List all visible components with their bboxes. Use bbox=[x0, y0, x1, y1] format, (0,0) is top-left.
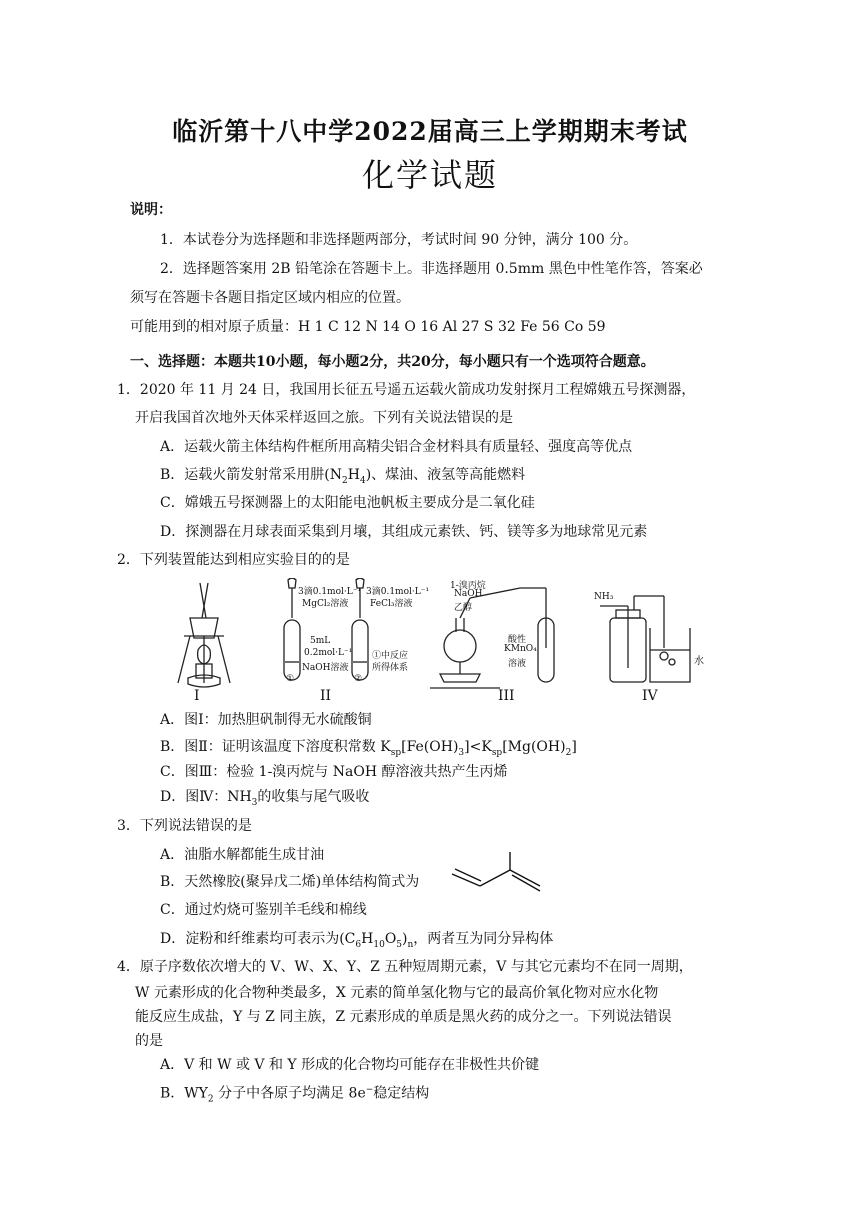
q4-stem-line-3: 能反应生成盐，Y 与 Z 同主族，Z 元素形成的单质是黑火药的成分之一。下列说法错误 bbox=[135, 1009, 672, 1025]
q2-stem: 2．下列装置能达到相应实验目的的是 bbox=[117, 552, 350, 568]
fig2-tube-number-1: ① bbox=[286, 674, 295, 684]
q4-stem-line-4: 的是 bbox=[135, 1033, 163, 1049]
fig3-reagent-line-3: 乙醇 bbox=[454, 603, 473, 613]
q2-option-c: C．图Ⅲ：检验 1-溴丙烷与 NaOH 醇溶液共热产生丙烯 bbox=[160, 764, 508, 780]
q3-option-d: D．淀粉和纤维素均可表示为$(C_6H_{10}O_5)_n$，两者互为同分异构体 bbox=[160, 931, 554, 950]
fig4-water-label: 水 bbox=[694, 656, 704, 667]
q4-stem-line-1: 4．原子序数依次增大的 V、W、X、Y、Z 五种短周期元素，V 与其它元素均不在同一周期， bbox=[117, 959, 693, 975]
instructions-heading: 说明： bbox=[130, 202, 172, 218]
fig3-reagent-line-1: 1-溴丙烷 bbox=[450, 581, 486, 591]
section-1-heading: 一、选择题：本题共10小题，每小题2分，共20分，每小题只有一个选项符合题意。 bbox=[130, 354, 655, 370]
q1-stem-line-1: 1．2020 年 11 月 24 日，我国用长征五号遥五运载火箭成功发射探月工程嫦娥五号探测器， bbox=[117, 382, 696, 398]
exam-subtitle: 化学试题 bbox=[361, 156, 498, 194]
instruction-item-2-line-1: 2．选择题答案用 2B 铅笔涂在答题卡上。非选择题用 0.5mm 黑色中性笔作答，答案必 bbox=[160, 261, 703, 277]
q4-stem-line-2: W 元素形成的化合物种类最多，X 元素的简单氢化物与它的最高价氧化物对应水化物 bbox=[135, 985, 659, 1001]
atomic-masses: 可能用到的相对原子质量：H 1 C 12 N 14 O 16 Al 27 S 32 Fe 56 Co 59 bbox=[130, 319, 606, 335]
fig2-bottom-line-2: 0.2mol·L⁻¹ bbox=[304, 648, 353, 658]
fig3-reagent-line-2: NaOH bbox=[454, 589, 483, 599]
q1-option-b: B．运载火箭发射常采用肼$(N_2H_4)$、煤油、液氢等高能燃料 bbox=[160, 467, 526, 486]
fig2-tube1-reagent: MgCl₂溶液 bbox=[302, 599, 349, 609]
fig4-gas-label: NH₃ bbox=[594, 592, 614, 602]
q2-option-b: B．图Ⅱ：证明该温度下溶度积常数 $K_{sp}[Fe(OH)_3]<K_{sp}[Mg(OH)_2]$ bbox=[160, 739, 577, 758]
q2-option-a: A．图Ⅰ：加热胆矾制得无水硫酸铜 bbox=[160, 712, 372, 728]
figure-label-1: I bbox=[194, 688, 200, 704]
figure-label-4: IV bbox=[642, 688, 658, 704]
fig3-right-line-3: 溶液 bbox=[508, 659, 527, 669]
q1-option-d: D．探测器在月球表面采集到月壤，其组成元素铁、钙、镁等多为地球常见元素 bbox=[160, 524, 648, 540]
fig2-tube2-top: 3滴0.1mol·L⁻¹ bbox=[366, 587, 430, 597]
fig2-tube1-top: 3滴0.1mol·L⁻¹ bbox=[298, 587, 362, 597]
apparatus-diagram bbox=[160, 578, 720, 706]
figure-label-2: II bbox=[320, 688, 332, 704]
q1-stem-line-2: 开启我国首次地外天体采样返回之旅。下列有关说法错误的是 bbox=[135, 410, 513, 426]
fig2-tube-number-2: ② bbox=[354, 674, 363, 684]
q3-option-c: C．通过灼烧可鉴别羊毛线和棉线 bbox=[160, 902, 367, 918]
fig2-right-line-2: 所得体系 bbox=[372, 663, 409, 673]
q3-option-b: B．天然橡胶(聚异戊二烯)单体结构简式为 bbox=[160, 874, 420, 890]
q2-option-d: D．图Ⅳ：$NH_3$的收集与尾气吸收 bbox=[160, 789, 370, 808]
fig2-bottom-line-1: 5mL bbox=[310, 636, 331, 646]
q1-option-a: A．运载火箭主体结构件框所用高精尖铝合金材料具有质量轻、强度高等优点 bbox=[160, 439, 633, 455]
instruction-item-1: 1．本试卷分为选择题和非选择题两部分，考试时间 90 分钟，满分 100 分。 bbox=[160, 232, 638, 248]
q4-option-a: A．V 和 W 或 V 和 Y 形成的化合物均可能存在非极性共价键 bbox=[160, 1057, 540, 1073]
q3-option-a: A．油脂水解都能生成甘油 bbox=[160, 847, 325, 863]
fig2-tube2-reagent: FeCl₃溶液 bbox=[370, 599, 413, 609]
fig2-bottom-line-3: NaOH溶液 bbox=[302, 663, 349, 673]
q4-option-b: B．$WY_2$ 分子中各原子均满足 8e−稳定结构 bbox=[160, 1085, 430, 1105]
figure-label-3: III bbox=[498, 688, 515, 704]
isoprene-structure-icon bbox=[450, 850, 546, 892]
fig3-right-line-1: 酸性 bbox=[508, 635, 527, 645]
q2-apparatus-figures bbox=[160, 578, 720, 706]
fig2-right-line-1: ①中反应 bbox=[372, 651, 409, 661]
q3-stem: 3．下列说法错误的是 bbox=[117, 818, 252, 834]
q1-option-c: C．嫦娥五号探测器上的太阳能电池帆板主要成分是二氧化硅 bbox=[160, 495, 535, 511]
exam-title: 临沂第十八中学2022届高三上学期期末考试 bbox=[172, 117, 688, 146]
instruction-item-2-line-2: 须写在答题卡各题目指定区域内相应的位置。 bbox=[130, 290, 410, 306]
fig3-right-line-2: KMnO₄ bbox=[504, 644, 537, 654]
